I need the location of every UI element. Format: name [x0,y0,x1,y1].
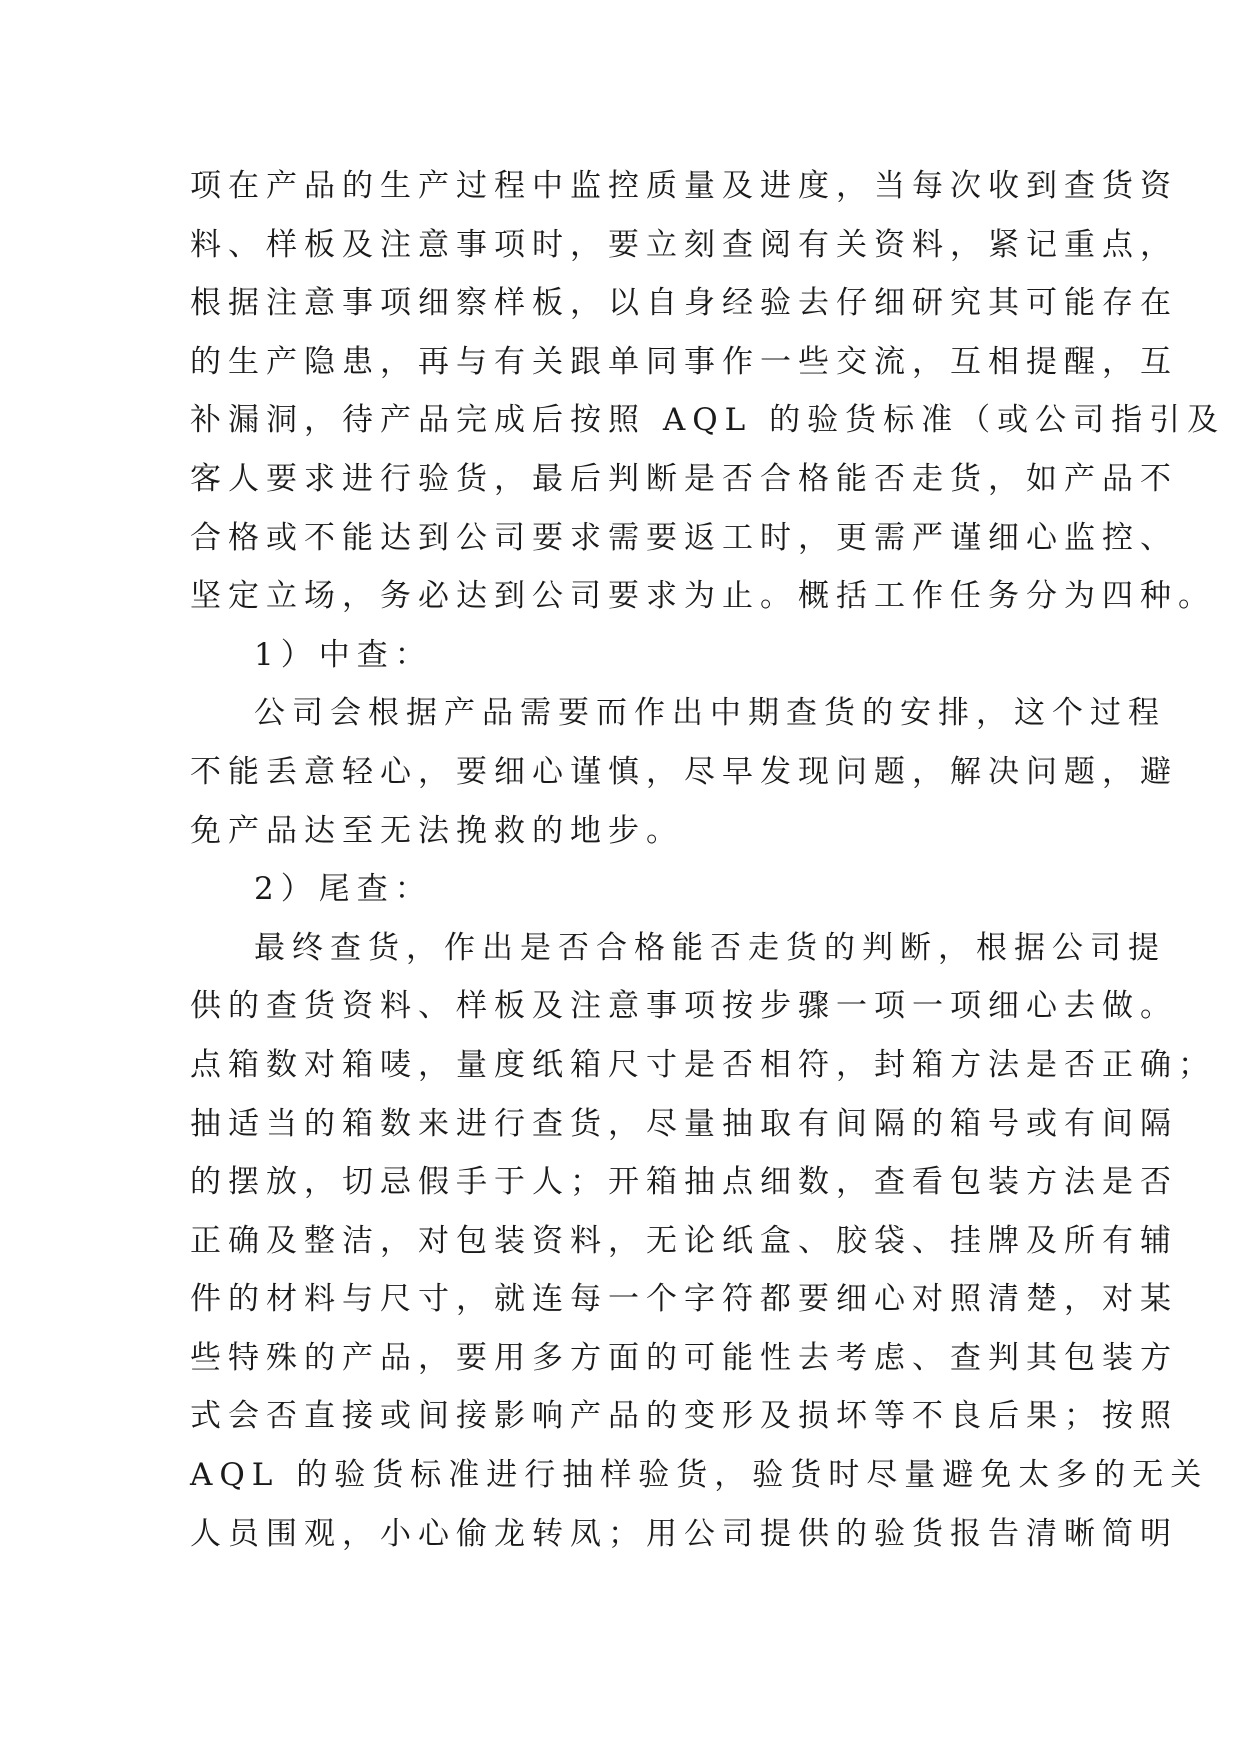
body-text-line: 件的材料与尺寸，就连每一个字符都要细心对照清楚，对某 [190,1281,1178,1318]
body-text-line: 根据注意事项细察样板，以自身经验去仔细研究其可能存在 [190,285,1178,322]
body-text-line: 不能丢意轻心，要细心谨慎，尽早发现问题，解决问题，避 [190,753,1178,790]
body-text-line: 些特殊的产品，要用多方面的可能性去考虑、查判其包装方 [190,1339,1178,1376]
body-text-line: 的生产隐患，再与有关跟单同事作一些交流，互相提醒，互 [190,343,1178,380]
paragraph-first-line: 公司会根据产品需要而作出中期查货的安排，这个过程 [254,695,1166,732]
body-text-line: 补漏洞，待产品完成后按照 AQL 的验货标准（或公司指引及 [190,402,1226,439]
body-text-line: AQL 的验货标准进行抽样验货，验货时尽量避免太多的无关 [190,1457,1209,1494]
body-text-line: 客人要求进行验货，最后判断是否合格能否走货，如产品不 [190,460,1178,497]
body-text-line: 的摆放，切忌假手于人；开箱抽点细数，查看包装方法是否 [190,1164,1178,1201]
document-body [190,157,1226,1563]
body-text-line: 式会否直接或间接影响产品的变形及损坏等不良后果；按照 [190,1398,1178,1435]
body-text-line: 点箱数对箱唛，量度纸箱尺寸是否相符，封箱方法是否正确； [190,1046,1216,1083]
body-text-line: 合格或不能达到公司要求需要返工时，更需严谨细心监控、 [190,519,1178,556]
body-text-line: 抽适当的箱数来进行查货，尽量抽取有间隔的箱号或有间隔 [190,1105,1178,1142]
body-text-line: 免产品达至无法挽救的地步。 [190,812,684,849]
section-heading-final-inspection: 2）尾查： [254,871,433,908]
body-text-line: 正确及整洁，对包装资料，无论纸盒、胶袋、挂牌及所有辅 [190,1222,1178,1259]
paragraph-first-line: 最终查货，作出是否合格能否走货的判断，根据公司提 [254,929,1166,966]
body-text-line: 坚定立场，务必达到公司要求为止。概括工作任务分为四种。 [190,578,1216,615]
body-text-line: 人员围观，小心偷龙转凤；用公司提供的验货报告清晰简明 [190,1515,1178,1552]
body-text-line: 项在产品的生产过程中监控质量及进度，当每次收到查货资 [190,168,1178,204]
body-text-line: 供的查货资料、样板及注意事项按步骤一项一项细心去做。 [190,988,1178,1025]
body-text-line: 料、样板及注意事项时，要立刻查阅有关资料，紧记重点， [190,226,1178,263]
section-heading-mid-inspection: 1）中查： [254,636,433,673]
